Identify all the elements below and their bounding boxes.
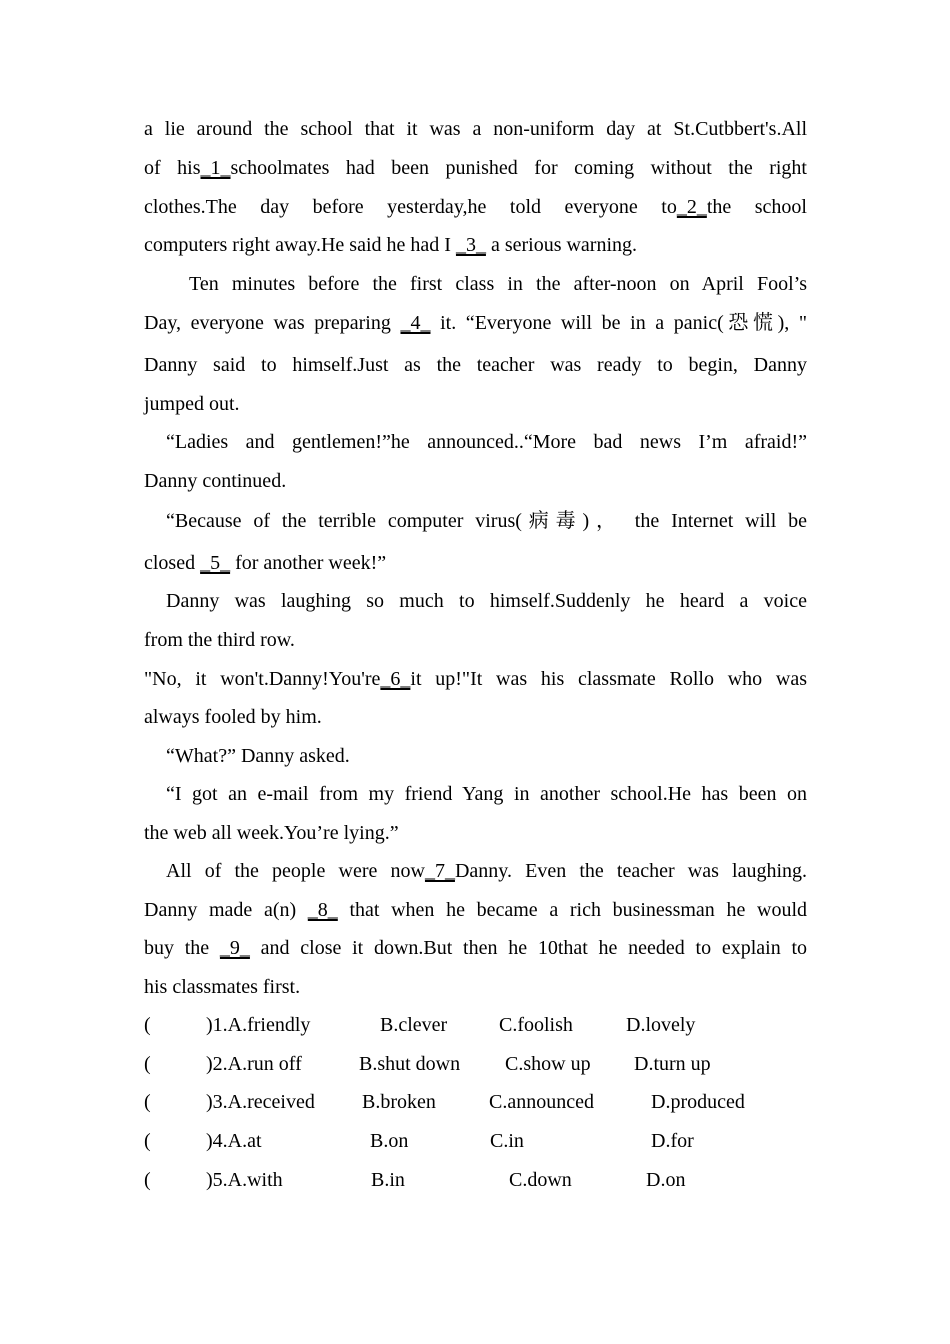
answer-paren[interactable]: ( [144,1130,151,1152]
passage-line: a lie around the school that it was a non-uniform day at St.Cutbbert's.All [144,118,807,140]
passage-line: “Ladies and gentlemen!”he announced..“More bad news I’m afraid!” [166,431,807,453]
option-d: D.produced [651,1091,745,1113]
passage-line: computers right away.He said he had I _3_ a serious warning. [144,234,638,256]
question-stem: )4.A.at [206,1130,262,1152]
passage-line: All of the people were now_7_Danny. Even the teacher was laughing. [166,860,808,882]
blank-4: _4_ [400,312,431,334]
option-d: D.for [651,1130,694,1152]
question-stem: )3.A.received [206,1091,315,1113]
passage-line: of his_1_schoolmates had been punished for coming without the right [144,157,807,179]
option-d: D.on [646,1169,686,1191]
passage-line: the web all week.You’re lying.” [144,822,399,844]
option-b: B.clever [380,1014,448,1036]
passage-line: Day, everyone was preparing _4_ it. “Everyone will be in a panic(恐慌), " [144,312,808,334]
passage-line: Danny was laughing so much to himself.Suddenly he heard a voice [166,590,807,612]
passage-line: jumped out. [144,393,240,415]
option-c: C.foolish [499,1014,573,1036]
option-d: D.lovely [626,1014,696,1036]
blank-5: _5_ [200,552,231,574]
blank-2: _2_ [676,196,707,218]
question-stem: )2.A.run off [206,1053,302,1075]
option-b: B.broken [362,1091,436,1113]
answer-paren[interactable]: ( [144,1169,151,1191]
question-stem: )5.A.with [206,1169,283,1191]
blank-8: _8_ [307,899,338,921]
passage-line: from the third row. [144,629,295,651]
option-c: C.in [490,1130,524,1152]
option-b: B.in [371,1169,405,1191]
question-stem: )1.A.friendly [206,1014,311,1036]
blank-3: _3_ [455,234,486,256]
passage-line: always fooled by him. [144,706,322,728]
passage-line: “I got an e-mail from my friend Yang in another school.He has been on [166,783,807,805]
blank-7: _7_ [424,860,455,882]
option-b: B.on [370,1130,409,1152]
option-b: B.shut down [359,1053,461,1075]
passage-line: "No, it won't.Danny!You're_6_it up!"It was his classmate Rollo who was [144,668,807,690]
option-d: D.turn up [634,1053,711,1075]
passage-line: Ten minutes before the first class in the after-noon on April Fool’s [189,273,807,295]
passage-line: his classmates first. [144,976,301,998]
blank-9: _9_ [219,937,250,959]
blank-6: _6_ [380,668,411,690]
option-c: C.announced [489,1091,594,1113]
answer-paren[interactable]: ( [144,1053,151,1075]
answer-paren[interactable]: ( [144,1091,151,1113]
passage-line: buy the _9_ and close it down.But then he 10that he needed to explain to [144,937,808,959]
passage-line: clothes.The day before yesterday,he told everyone to_2_the school [144,196,807,218]
passage-line: Danny said to himself.Just as the teacher was ready to begin, Danny [144,354,807,376]
option-c: C.show up [505,1053,591,1075]
passage-line: “What?” Danny asked. [166,745,350,767]
passage-line: closed _5_ for another week!” [144,552,387,574]
passage-line: “Because of the terrible computer virus(病毒)， the Internet will be [166,510,807,532]
option-c: C.down [509,1169,572,1191]
passage-line: Danny made a(n) _8_ that when he became a rich businessman he would [144,899,807,921]
blank-1: _1_ [200,157,231,179]
answer-paren[interactable]: ( [144,1014,151,1036]
passage-line: Danny continued. [144,470,287,492]
